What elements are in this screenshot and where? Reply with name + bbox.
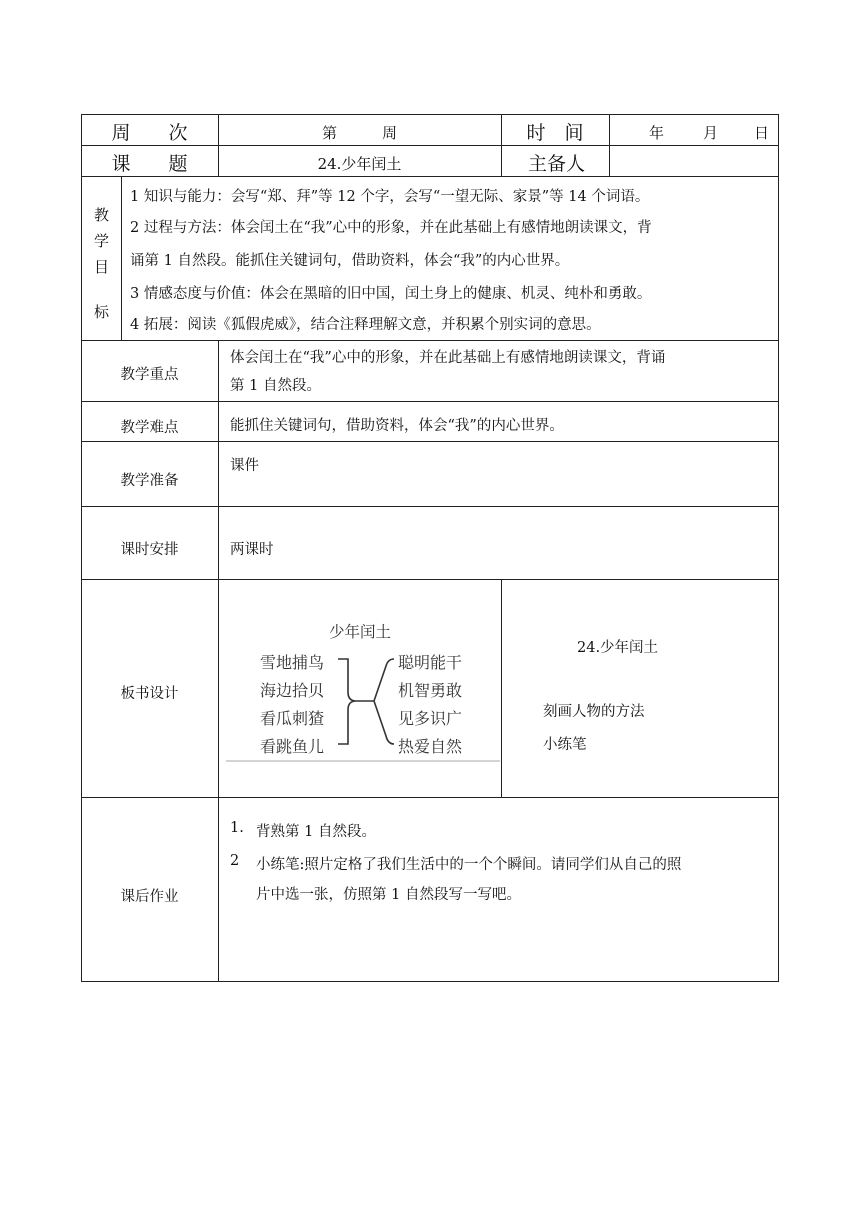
date-year: 年 [649, 124, 665, 142]
board-side-line: 小练笔 [543, 737, 587, 753]
board-side-line: 刻画人物的方法 [543, 704, 645, 720]
diagram-left-item: 海边拾贝 [260, 681, 325, 700]
diagram-left-item: 看跳鱼儿 [260, 737, 325, 756]
preparer-label: 主备人 [528, 153, 586, 175]
key-points-label: 教学重点 [120, 367, 179, 383]
diagram-right-item: 聪明能干 [398, 653, 463, 672]
difficulties-label: 教学难点 [120, 420, 179, 436]
homework-num: 2 [230, 853, 240, 869]
diagram-right-item: 见多识广 [398, 709, 463, 728]
week-value: 第 周 [321, 124, 397, 142]
goals-label-char: 学 [94, 232, 110, 250]
diagram-right-item: 机智勇敢 [398, 681, 463, 700]
schedule-text: 两课时 [230, 542, 274, 558]
diagram-title: 少年闰土 [329, 623, 392, 641]
key-points-line: 第 1 自然段。 [230, 378, 321, 394]
topic-label: 课 题 [111, 153, 188, 175]
diagram-right-item: 热爱自然 [398, 737, 463, 756]
preparation-text: 课件 [230, 458, 259, 474]
difficulties-text: 能抓住关键词句，借助资料，体会“我”的内心世界。 [230, 418, 564, 434]
goals-label-char: 标 [94, 303, 110, 321]
time-label: 时 间 [526, 122, 584, 144]
board-diagram [226, 604, 500, 762]
key-points-line: 体会闰土在“我”心中的形象，并在此基础上有感情地朗读课文，背诵 [230, 350, 666, 366]
goal-line: 3 情感态度与价值：体会在黑暗的旧中国，闰土身上的健康、机灵、纯朴和勇敢。 [130, 286, 652, 302]
homework-line: 背熟第 1 自然段。 [256, 824, 376, 840]
homework-line: 小练笔:照片定格了我们生活中的一个个瞬间。请同学们从自己的照 [256, 857, 682, 873]
topic-value: 24.少年闰土 [317, 155, 402, 173]
board-label: 板书设计 [120, 686, 179, 702]
date-day: 日 [754, 124, 770, 142]
goals-label-char: 教 [94, 206, 110, 224]
schedule-label: 课时安排 [120, 542, 179, 558]
homework-label: 课后作业 [120, 889, 179, 905]
board-side-title: 24.少年闰土 [577, 640, 659, 656]
goal-line: 1 知识与能力：会写“郑、拜”等 12 个字，会写“一望无际、家景”等 14 个词语。 [130, 189, 650, 205]
diagram-bottom-rule [226, 760, 500, 762]
homework-num: 1. [230, 820, 244, 836]
goal-line: 诵第 1 自然段。能抓住关键词句，借助资料，体会“我”的内心世界。 [130, 253, 570, 269]
preparation-label: 教学准备 [120, 473, 179, 489]
diagram-left-item: 看瓜刺猹 [260, 709, 325, 728]
goals-label-char: 目 [94, 258, 110, 276]
homework-line: 片中选一张，仿照第 1 自然段写一写吧。 [256, 887, 521, 903]
week-label: 周 次 [111, 122, 188, 144]
date-month: 月 [703, 124, 719, 142]
diagram-left-item: 雪地捕鸟 [260, 653, 325, 672]
goal-line: 2 过程与方法：体会闰土在“我”心中的形象，并在此基础上有感情地朗读课文，背 [130, 220, 652, 236]
goal-line: 4 拓展：阅读《狐假虎威》，结合注释理解文意，并积累个别实词的意思。 [130, 317, 601, 333]
